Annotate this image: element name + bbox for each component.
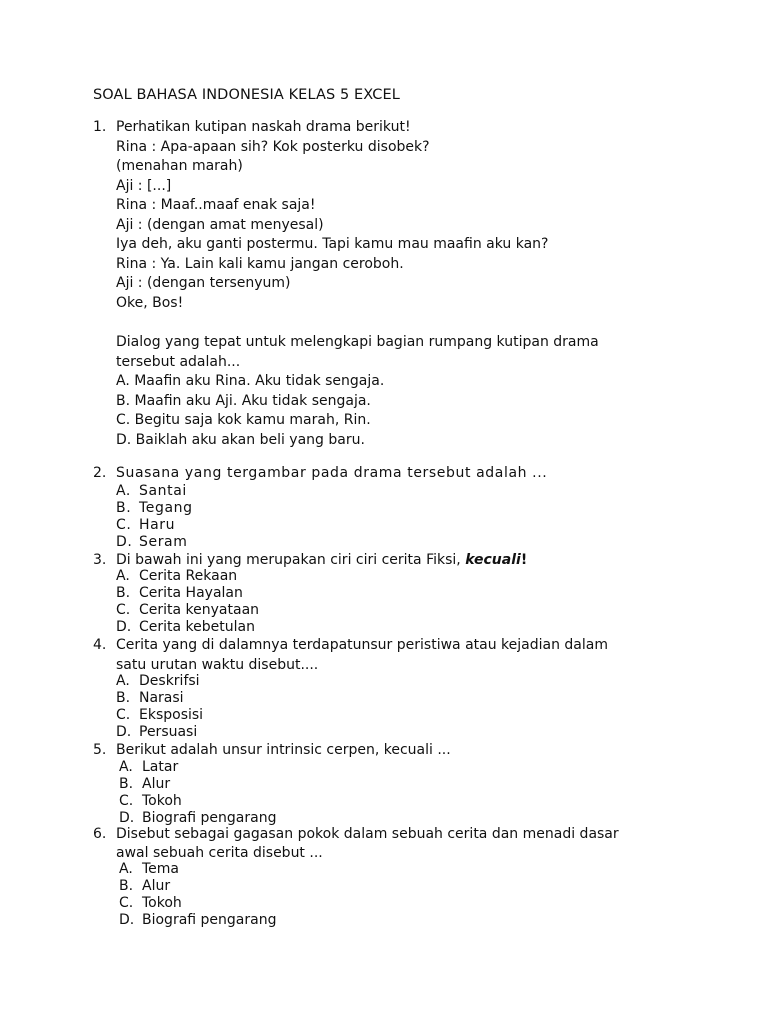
answer-option-a: A. Deskrifsi (116, 673, 200, 689)
question-text: Dialog yang tepat untuk melengkapi bagian rumpang kutipan drama (116, 334, 599, 350)
answer-option-b: B. Tegang (116, 500, 193, 516)
question-number: 4. (93, 637, 107, 653)
drama-line: Rina : Ya. Lain kali kamu jangan ceroboh. (116, 256, 404, 272)
answer-option-d: D. Biografi pengarang (119, 810, 277, 826)
answer-option-a: A. Tema (119, 861, 180, 877)
answer-option-c: C. Eksposisi (116, 707, 204, 723)
option-letter: B. (116, 690, 131, 706)
option-letter: A. (116, 568, 130, 584)
question-number: 5. (93, 742, 107, 758)
question-text: Cerita yang di dalamnya terdapatunsur peristiwa atau kejadian dalam (116, 637, 608, 653)
drama-line: Perhatikan kutipan naskah drama berikut! (116, 119, 411, 135)
question-text: Disebut sebagai gagasan pokok dalam sebuah cerita dan menadi dasar (116, 826, 619, 842)
drama-line: Iya deh, aku ganti postermu. Tapi kamu mau maafin aku kan? (116, 236, 549, 252)
question-number: 3. (93, 552, 107, 568)
question-text: tersebut adalah... (116, 354, 241, 370)
answer-option-d: D. Cerita kebetulan (116, 619, 255, 635)
option-letter: B. (116, 585, 131, 601)
answer-option-d: D. Biografi pengarang (119, 912, 277, 928)
answer-option-c: C. Begitu saja kok kamu marah, Rin. (116, 412, 371, 428)
option-letter: C. (116, 707, 131, 723)
question-text: Berikut adalah unsur intrinsic cerpen, kecuali ... (116, 742, 451, 758)
answer-option-c: C. Tokoh (119, 793, 182, 809)
answer-option-d: D. Seram (116, 534, 188, 550)
question-text: satu urutan waktu disebut.... (116, 657, 319, 673)
answer-option-b: B. Alur (119, 878, 171, 894)
emphasis-word: kecuali (465, 552, 521, 568)
question-number: 2. (93, 465, 107, 481)
answer-option-a: A. Cerita Rekaan (116, 568, 238, 584)
answer-option-b: B. Alur (119, 776, 171, 792)
drama-line: Oke, Bos! (116, 295, 184, 311)
option-letter: A. (119, 759, 133, 775)
answer-option-b: B. Maafin aku Aji. Aku tidak sengaja. (116, 393, 371, 409)
option-letter: A. (119, 861, 133, 877)
option-letter: D. (119, 912, 135, 928)
option-letter: B. (116, 500, 132, 516)
question-text: awal sebuah cerita disebut ... (116, 845, 323, 861)
drama-line: (menahan marah) (116, 158, 243, 174)
question-text: Di bawah ini yang merupakan ciri ciri cerita Fiksi, kecuali! (116, 552, 528, 568)
option-letter: D. (116, 619, 132, 635)
option-letter: B. (119, 776, 134, 792)
answer-option-c: C. Tokoh (119, 895, 182, 911)
option-letter: D. (116, 724, 132, 740)
question-text: Suasana yang tergambar pada drama tersebut adalah ... (116, 465, 548, 481)
drama-line: Rina : Apa-apaan sih? Kok posterku disobek? (116, 139, 430, 155)
answer-option-d: D. Baiklah aku akan beli yang baru. (116, 432, 365, 448)
drama-line: Aji : (dengan tersenyum) (116, 275, 291, 291)
option-letter: D. (116, 534, 133, 550)
question-number: 6. (93, 826, 107, 842)
option-letter: C. (119, 793, 134, 809)
document-title: SOAL BAHASA INDONESIA KELAS 5 EXCEL (93, 87, 400, 103)
answer-option-c: C. Haru (116, 517, 176, 533)
option-letter: C. (116, 517, 132, 533)
answer-option-c: C. Cerita kenyataan (116, 602, 260, 618)
option-letter: C. (119, 895, 134, 911)
question-number: 1. (93, 119, 107, 135)
answer-option-a: A. Maafin aku Rina. Aku tidak sengaja. (116, 373, 385, 389)
drama-line: Rina : Maaf..maaf enak saja! (116, 197, 316, 213)
answer-option-b: B. Cerita Hayalan (116, 585, 243, 601)
drama-line: Aji : [...] (116, 178, 172, 194)
answer-option-d: D. Persuasi (116, 724, 198, 740)
option-letter: C. (116, 602, 131, 618)
answer-option-b: B. Narasi (116, 690, 184, 706)
drama-line: Aji : (dengan amat menyesal) (116, 217, 324, 233)
option-letter: B. (119, 878, 134, 894)
option-letter: D. (119, 810, 135, 826)
answer-option-a: A. Santai (116, 483, 187, 499)
answer-option-a: A. Latar (119, 759, 179, 775)
option-letter: A. (116, 673, 130, 689)
option-letter: A. (116, 483, 131, 499)
